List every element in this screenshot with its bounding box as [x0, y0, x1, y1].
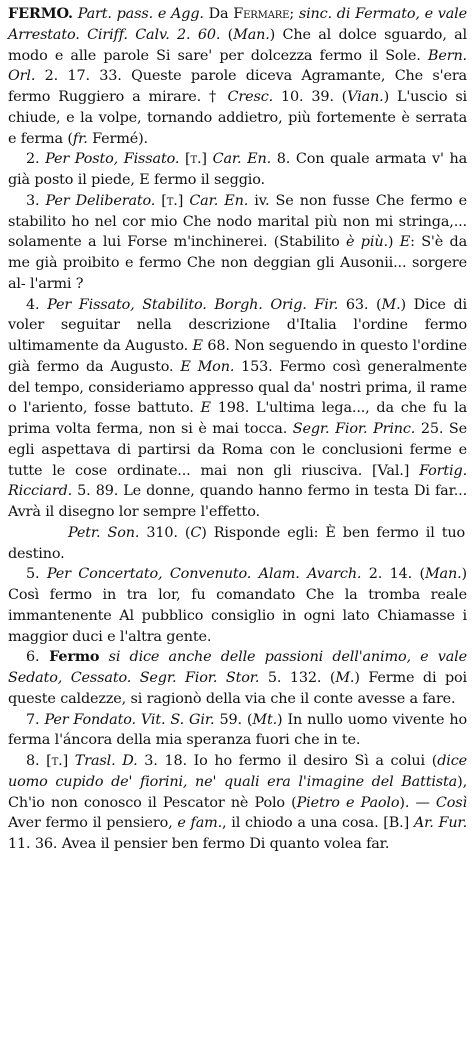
sense-number: 7. — [26, 711, 40, 728]
citation-text: 198. L'ultima lega..., da che fu la prima volta ferma, non si è mai tocca. — [8, 400, 467, 437]
citation-text: ) L'uscio si chiude, e la volpe, tornando addietro, più fortemente è serrata e ferma ( — [8, 89, 468, 147]
author-abbrev: M. — [335, 670, 355, 686]
sense-definition: Per Posto, Fissato. — [39, 151, 180, 168]
citation-text: ) Che al dolce sguardo, al modo e alle parole Si sare' per dolcezza fermo il Sole. — [8, 26, 468, 64]
definition: di Fermato, e vale Arrestato. — [8, 6, 467, 43]
gloss: Pietro e Paolo — [296, 794, 400, 811]
editor-mark: t. — [166, 192, 178, 209]
sense-number: 4. — [26, 296, 40, 313]
sense-definition: si dice anche delle passioni dell'animo, e vale Sedato, Cessato. — [8, 649, 467, 686]
editor-mark: t. — [51, 753, 63, 769]
citation-source: E — [200, 400, 211, 417]
citation-text: iv. Se non fusse Che fermo e stabilito ho nel cor mio Che nodo marital più non mi stringa,... solamente a lui Forse m'inchinerei. (Stabilito — [8, 192, 468, 251]
citation-text: ), Ch'io non conosco il Pescator nè Polo ( — [8, 773, 467, 811]
sense-5 — [8, 564, 467, 647]
author-abbrev: Mt. — [252, 711, 278, 728]
citation-text: 153. Fermo così generalmente del tempo, consideriamo appresso qual da' nostri prima, il rame o l'ariento, fosse battuto. — [8, 358, 467, 417]
gloss: e fam. — [177, 815, 223, 832]
abbrev-sinc: sinc. — [298, 6, 332, 22]
citation-text: ) Così fermo in tra lor, fu comandato Che la tromba reale immantenente Al pubblico consiglio in ogni lato Chiamasse i maggior duci e l'altra gente. — [8, 566, 467, 645]
abbrev-fr: fr. — [72, 130, 88, 147]
text: [ — [155, 192, 167, 209]
text: 310. ( — [139, 524, 191, 541]
entry-paragraph-1 — [8, 4, 467, 149]
text: ; — [289, 6, 299, 22]
author-abbrev: M. — [381, 296, 401, 313]
text: 63. ( — [338, 296, 382, 313]
citation-source: E — [399, 234, 411, 251]
citation-text: 68. Non seguendo in questo l'ordine già fermo da Augusto. — [8, 338, 467, 375]
text: 5. 132. ( — [259, 670, 336, 686]
editor-mark: t. — [190, 151, 202, 168]
citation-source: E Mon. — [180, 358, 235, 375]
gloss: Così — [435, 794, 467, 811]
sense-8 — [8, 751, 467, 855]
part-of-speech: Part. pass. e Agg. — [72, 6, 204, 22]
citation-text: : S'è da me già proibito e fermo Che non deggian gli Ausonii... sorgere al- l'armi ? — [8, 234, 467, 292]
sense-definition: Per Deliberato. — [39, 192, 156, 209]
author-abbrev: Man. — [424, 566, 462, 583]
headword: FERMO. — [8, 5, 73, 22]
citation-text: ) Risponde egli: È ben fermo il tuo destino. — [8, 524, 465, 562]
sense-definition: Per Concertato, Convenuto. — [39, 566, 252, 583]
citation-text: , il chiodo a una cosa. [B.] — [222, 815, 414, 832]
gloss: dice uomo cupido de' fiorini, ne' quali era l'imagine del Battista — [8, 753, 467, 790]
sense-4 — [8, 295, 467, 523]
citation-text: 2. 17. 33. Queste parole diceva Agramante, Che s'era fermo Ruggiero a mirare. † — [8, 68, 467, 105]
citation-text: ) Dice di voler seguitar nella descrizione d'Italia l'ordine fermo ultimamente da Augusto. — [8, 296, 467, 354]
citation-source: Alam. Avarch. — [251, 566, 362, 583]
citation-text: 11. 36. Avea il pensier ben fermo Di quanto volea far. — [8, 836, 390, 852]
text: 2. 14. ( — [361, 566, 425, 583]
citation-text: Aver fermo il pensiero, — [8, 815, 178, 832]
text: 10. 39. ( — [273, 89, 348, 105]
author-abbrev: Man. — [233, 26, 270, 43]
citation-text: 25. Se egli aspettava di partirsi da Roma con le conclusioni ferme e tutte le cose ordinate... mai non gli riusciva. [Val.] — [8, 421, 467, 479]
sense-number: 3. — [26, 192, 40, 209]
citation-text: 8. Con quale armata v' ha già posto il piede, E fermo il seggio. — [8, 151, 468, 188]
sense-definition: Trasl. — [74, 753, 116, 769]
text: ] — [201, 151, 213, 168]
text: 59. ( — [214, 711, 253, 728]
text: [ — [179, 151, 191, 168]
text: Da — [203, 6, 234, 22]
citation-text: ) In nullo uomo vivente ho ferma l'áncora della mia speranza fuori che in te. — [8, 711, 467, 749]
citation-source: Bern. Orl. — [8, 47, 467, 85]
text: ( — [220, 26, 234, 43]
sense-number: 6. — [26, 649, 40, 666]
author-abbrev: Vian. — [347, 89, 384, 105]
text: ] — [62, 753, 75, 769]
sense-4-continuation — [8, 523, 467, 565]
text: Fermé). — [87, 130, 148, 147]
sense-number: 5. — [26, 566, 40, 583]
sense-definition: Per Fissato, Stabilito. — [39, 296, 207, 313]
sense-3 — [8, 191, 467, 295]
citation-source: E — [192, 338, 203, 354]
sense-number: 2. — [26, 151, 40, 168]
citation-source: Segr. Fior. Princ. — [292, 421, 416, 437]
citation-source: Ciriff. Calv. 2. 60. — [79, 26, 221, 43]
citation-source: Cresc. — [227, 89, 274, 105]
citation-source: Ar. Fur. — [413, 815, 468, 832]
note: è più. — [346, 234, 388, 251]
citation-source: Fortig. Ricciard. — [8, 462, 467, 500]
text: ] — [177, 192, 190, 209]
citation-text: 5. 89. Le donne, quando hanno fermo in testa Di far... Avrà il disegno lor sempre l'effetto. — [8, 483, 467, 520]
citation-text: 3. 18. Io ho fermo il desiro Sì a colui ( — [137, 753, 438, 769]
citation-source: Petr. Son. — [68, 524, 140, 541]
sense-6 — [8, 647, 467, 709]
author-abbrev: C — [190, 524, 202, 541]
sense-headword: Fermo — [39, 648, 100, 666]
text: ). — — [399, 794, 436, 811]
source-verb: Fermare — [233, 6, 290, 22]
text: ) — [387, 234, 400, 251]
citation-source: D. — [115, 753, 138, 769]
citation-source: Segr. Fior. Stor. — [131, 670, 260, 686]
sense-number: 8. — [26, 753, 40, 769]
sense-7 — [8, 710, 467, 752]
citation-source: Borgh. Orig. Fir. — [206, 296, 339, 313]
text: [ — [39, 753, 52, 769]
citation-source: Car. En. — [212, 151, 272, 168]
citation-source: Car. En. — [189, 192, 249, 209]
citation-text: ) Ferme di poi queste caldezze, si ragionò della via che il conte avesse a fare. — [8, 670, 467, 707]
sense-2 — [8, 149, 467, 191]
sense-definition: Per Fondato. — [39, 711, 136, 728]
citation-source: Vit. S. Gir. — [135, 711, 215, 728]
